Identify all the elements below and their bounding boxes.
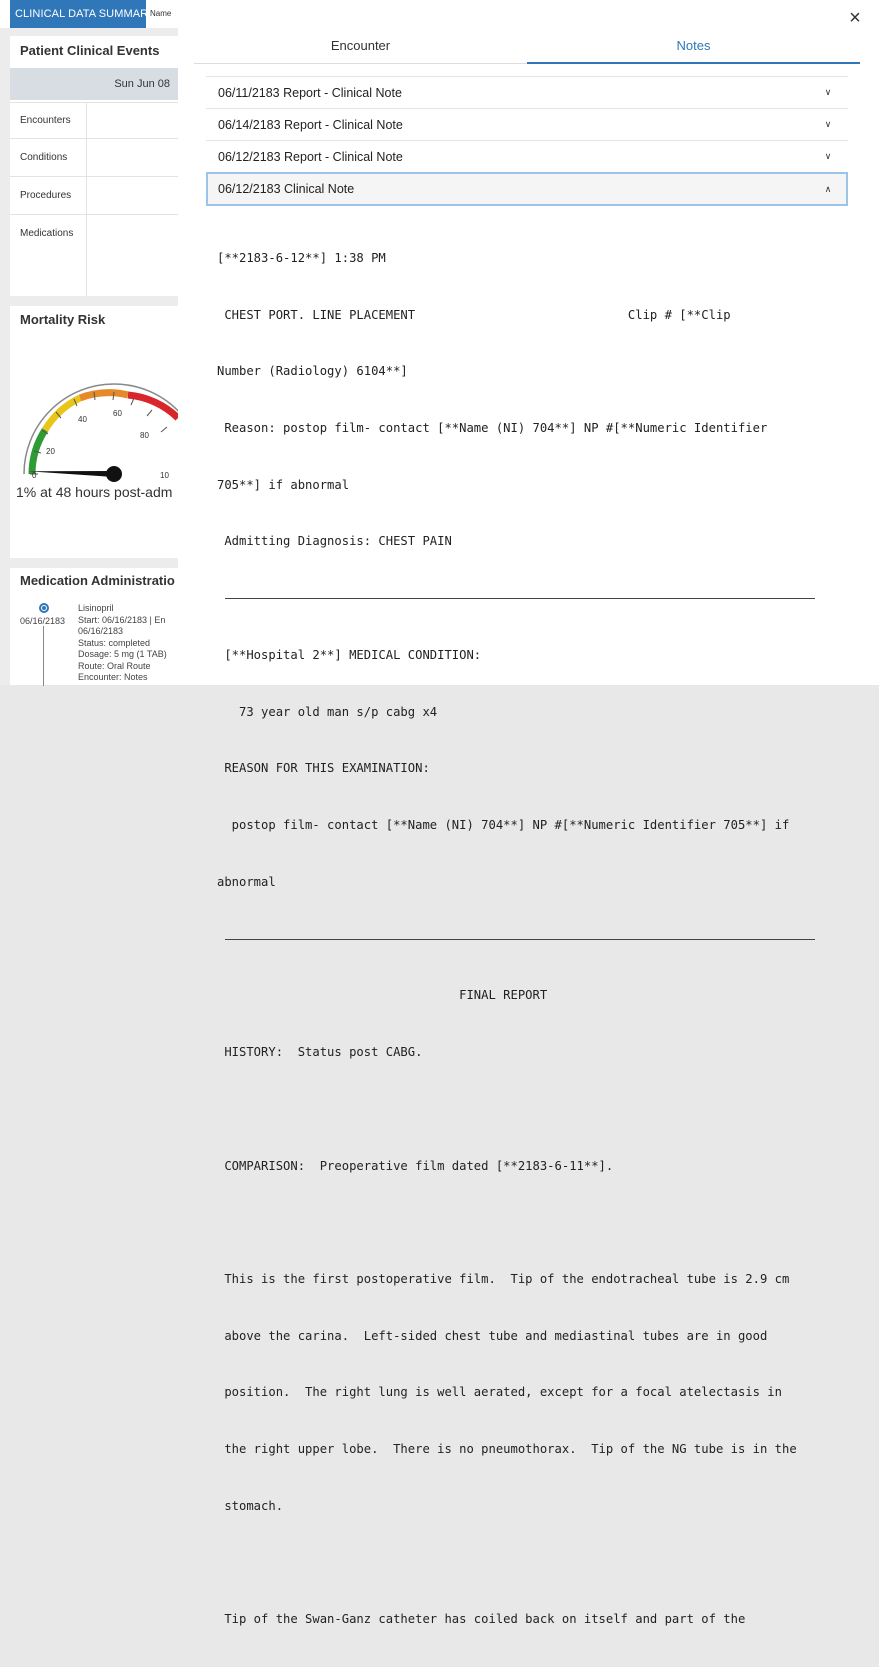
dashboard-top-bar [0, 0, 178, 28]
patient-clinical-events-title: Patient Clinical Events [20, 43, 160, 58]
gauge-yellow-band [45, 398, 80, 430]
note-line: 73 year old man s/p cabg x4 [217, 704, 438, 719]
gauge-needle [28, 471, 114, 477]
events-row-label: Conditions [20, 152, 68, 163]
note-separator [225, 939, 815, 940]
note-line: 705**] if abnormal [217, 477, 350, 492]
mortality-risk-card [10, 306, 178, 558]
note-line: [**Hospital 2**] MEDICAL CONDITION: [217, 647, 482, 662]
note-line: Admitting Diagnosis: CHEST PAIN [217, 534, 452, 549]
medication-line: 06/16/2183 [78, 626, 124, 636]
notes-accordion [206, 76, 848, 206]
events-row-encounters[interactable] [10, 102, 178, 138]
note-line: abnormal [217, 874, 276, 889]
note-line: position. The right lung is well aerated, except for a focal atelectasis in [217, 1385, 782, 1400]
gauge-tick-label: 80 [140, 431, 149, 440]
medication-line: Start: 06/16/2183 | En [78, 614, 166, 625]
note-item-label: 06/14/2183 Report - Clinical Note [218, 117, 403, 132]
gauge-needle-hub [106, 466, 122, 482]
medication-line: Lisinopril [78, 603, 114, 613]
note-line [217, 1213, 822, 1232]
name-tab[interactable]: Name [150, 9, 172, 18]
modal-tabs [194, 34, 860, 64]
gauge-tick-label: 10 [160, 471, 169, 480]
mortality-caption: 1% at 48 hours post-adm [16, 484, 173, 500]
chevron-up-icon: ∧ [824, 183, 832, 194]
note-line: the right upper lobe. There is no pneumothorax. Tip of the NG tube is in the [217, 1442, 797, 1457]
events-row-procedures[interactable] [10, 176, 178, 214]
medication-line: Encounter: Notes [78, 672, 148, 682]
note-line: HISTORY: Status post CABG. [217, 1045, 423, 1060]
note-body [217, 211, 822, 1667]
timeline-line [43, 626, 44, 686]
mortality-risk-title: Mortality Risk [20, 312, 106, 327]
note-line: Tip of the Swan-Ganz catheter has coiled back on itself and part of the [217, 1612, 746, 1627]
note-line: [**2183-6-12**] 1:38 PM [217, 250, 386, 265]
close-icon[interactable]: × [849, 7, 861, 29]
gauge-orange-band [80, 393, 128, 398]
gauge-tick-label: 60 [113, 409, 122, 418]
events-row-label: Encounters [20, 115, 71, 126]
events-row-label: Procedures [20, 190, 72, 201]
dashboard-background [0, 0, 178, 685]
tab-notes[interactable]: Notes [527, 34, 860, 64]
chevron-down-icon: ∨ [824, 119, 832, 129]
gauge-red-band [128, 395, 178, 418]
patient-clinical-events-card [10, 36, 178, 296]
medication-line: Status: completed [78, 637, 151, 648]
medication-administration-card [10, 568, 178, 685]
medication-line: Route: Oral Route [78, 660, 151, 671]
timeline-dot[interactable] [39, 603, 49, 613]
clinical-data-summary-tab[interactable]: CLINICAL DATA SUMMARY [10, 0, 146, 28]
note-item[interactable] [206, 140, 848, 172]
events-row-conditions[interactable] [10, 138, 178, 176]
note-item-label: 06/12/2183 Clinical Note [218, 182, 355, 196]
medication-line: Dosage: 5 mg (1 TAB) [78, 649, 167, 659]
note-line: CHEST PORT. LINE PLACEMENT Clip # [**Clip [217, 307, 731, 322]
note-separator [225, 598, 815, 599]
note-line: FINAL REPORT [217, 988, 548, 1003]
chevron-down-icon: ∨ [824, 151, 832, 161]
mortality-gauge-svg [10, 356, 178, 480]
chevron-down-icon: ∨ [824, 87, 832, 97]
medication-administration-title: Medication Administratio [20, 573, 175, 588]
gauge-outer-arc [24, 384, 204, 474]
events-row-label: Medications [20, 228, 74, 239]
note-line: Number (Radiology) 6104**] [217, 364, 408, 379]
tab-encounter[interactable]: Encounter [194, 34, 527, 64]
note-line [217, 1554, 822, 1573]
note-item-expanded[interactable] [206, 172, 848, 206]
gauge-tick-label: 20 [46, 447, 55, 456]
note-line: above the carina. Left-sided chest tube and mediastinal tubes are in good [217, 1328, 768, 1343]
note-line: This is the first postoperative film. Tip of the endotracheal tube is 2.9 cm [217, 1271, 790, 1286]
note-line: Reason: postop film- contact [**Name (NI) 704**] NP #[**Numeric Identifier [217, 420, 768, 435]
note-line: REASON FOR THIS EXAMINATION: [217, 761, 430, 776]
note-line: stomach. [217, 1498, 284, 1513]
note-item[interactable] [206, 108, 848, 140]
note-item[interactable] [206, 76, 848, 108]
events-date-header: Sun Jun 08 [10, 68, 178, 100]
mortality-gauge [10, 356, 178, 480]
note-item-label: 06/12/2183 Report - Clinical Note [218, 149, 403, 164]
medication-date: 06/16/2183 [20, 616, 66, 626]
note-line: postop film- contact [**Name (NI) 704**] NP #[**Numeric Identifier 705**] if [217, 818, 790, 833]
note-line: COMPARISON: Preoperative film dated [**2183-6-11**]. [217, 1158, 614, 1173]
clinical-notes-modal [178, 0, 879, 1627]
events-row-medications[interactable] [10, 214, 178, 296]
note-line [217, 1100, 822, 1119]
gauge-tick-label: 40 [78, 415, 87, 424]
gauge-tick-label: 0 [32, 471, 37, 480]
note-item-label: 06/11/2183 Report - Clinical Note [218, 85, 402, 100]
